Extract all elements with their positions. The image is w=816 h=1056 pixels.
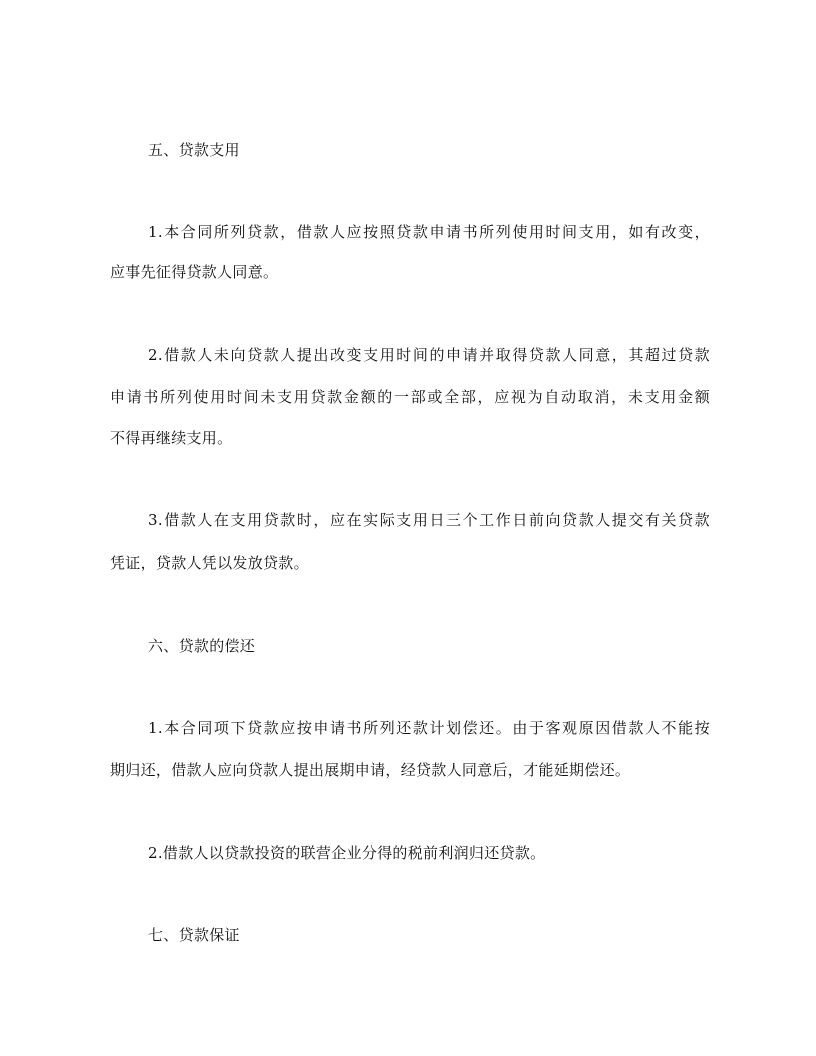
paragraph-line: 申请书所列使用时间未支用贷款金额的一部或全部，应视为自动取消，未支用金额: [110, 388, 710, 406]
paragraph-line: 2.借款人以贷款投资的联营企业分得的税前利润归还贷款。: [148, 844, 546, 862]
paragraph-line: 3.借款人在支用贷款时，应在实际支用日三个工作日前向贷款人提交有关贷款: [148, 511, 710, 529]
paragraph-line: 凭证，贷款人凭以发放贷款。: [110, 554, 309, 572]
section-heading: 七、贷款保证: [148, 926, 240, 944]
section-heading: 五、贷款支用: [148, 141, 240, 159]
paragraph-line: 2.借款人未向贷款人提出改变支用时间的申请并取得贷款人同意，其超过贷款: [148, 346, 710, 364]
paragraph-line: 期归还，借款人应向贷款人提出展期申请，经贷款人同意后，才能延期偿还。: [110, 761, 631, 779]
paragraph-line: 应事先征得贷款人同意。: [110, 263, 279, 281]
paragraph-line: 1.本合同项下贷款应按申请书所列还款计划偿还。由于客观原因借款人不能按: [148, 719, 710, 737]
paragraph-line: 不得再继续支用。: [110, 429, 233, 447]
section-heading: 六、贷款的偿还: [148, 637, 256, 655]
paragraph-line: 1.本合同所列贷款，借款人应按照贷款申请书所列使用时间支用，如有改变，: [148, 223, 710, 241]
